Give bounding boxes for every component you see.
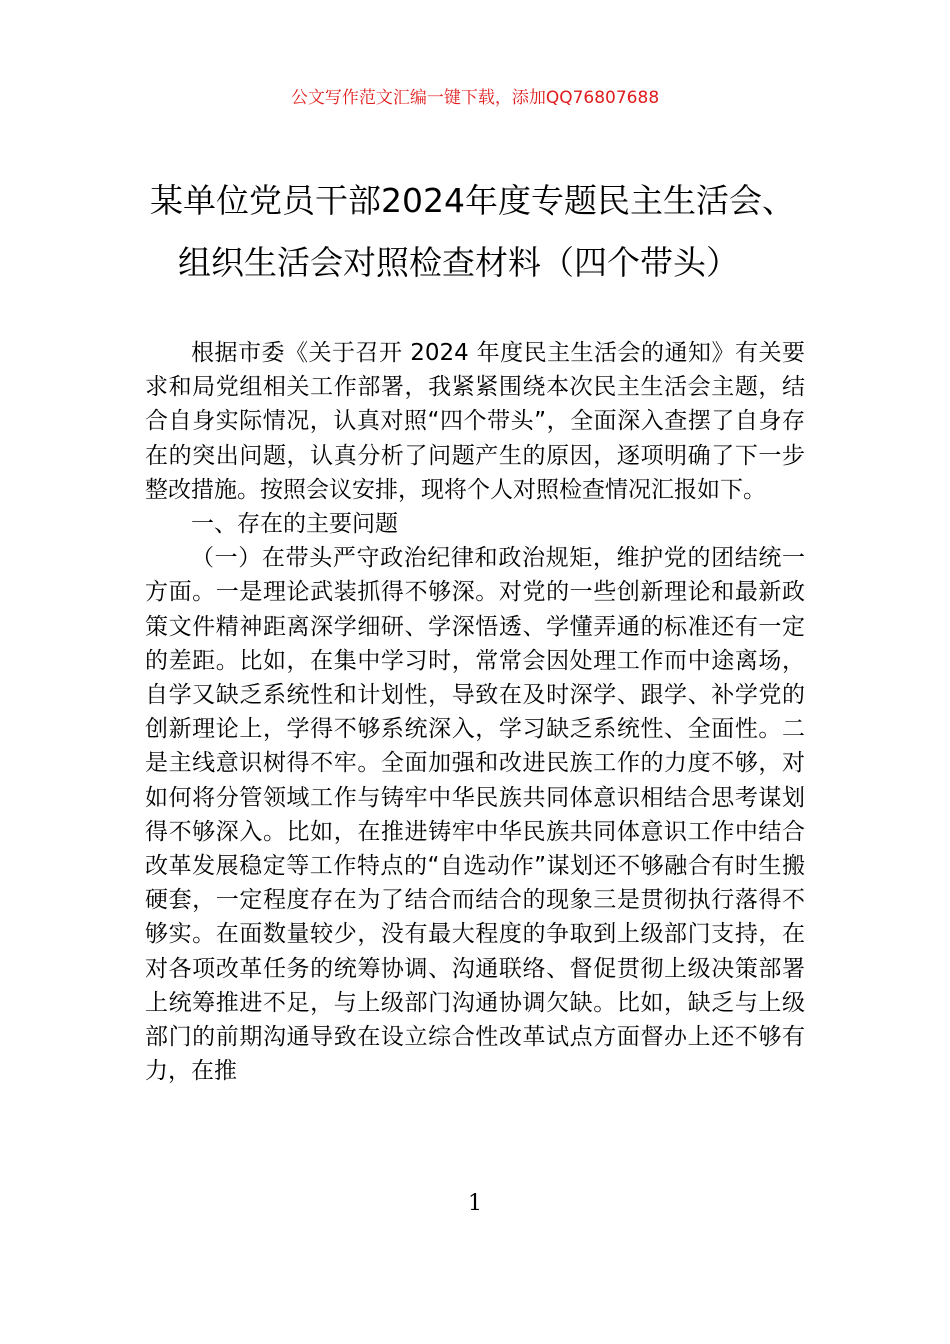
document-body: [145, 336, 805, 1088]
title-line-1: 某单位党员干部2024年度专题民主生活会、: [150, 181, 795, 220]
section-heading: 一、存在的主要问题: [191, 511, 398, 538]
title-line-2: 组织生活会对照检查材料（四个带头）: [178, 243, 739, 282]
section-paragraph: （一）在带头严守政治纪律和政治规矩，维护党的团结统一方面。一是理论武装抓得不够深。对党的一些创新理论和最新政策文件精神距离深学细研、学深悟透、学懂弄通的标准还有一定的差距。比如，在集中学习时，常常会因处理工作而中途离场，自学又缺乏系统性和计划性，导致在及时深学、跟学、补学党的创新理论上，学得不够系统深入，学习缺乏系统性、全面性。二是主线意识树得不牢。全面加强和改进民族工作的力度不够，对如何将分管领域工作与铸牢中华民族共同体意识相结合思考谋划得不够深入。比如，在推进铸牢中华民族共同体意识工作中结合改革发展稳定等工作特点的“自选动作”谋划还不够融合有时生搬硬套，一定程度存在为了结合而结合的现象三是贯彻执行落得不够实。在面数量较少，没有最大程度的争取到上级部门支持，在对各项改革任务的统筹协调、沟通联络、督促贯彻上级决策部署上统筹推进不足，与上级部门沟通协调欠缺。比如，缺乏与上级部门的前期沟通导致在设立综合性改革试点方面督办上还不够有力，在推: [145, 545, 805, 1085]
document-title: [120, 170, 830, 294]
intro-paragraph: 根据市委《关于召开 2024 年度民主生活会的通知》有关要求和局党组相关工作部署，我紧紧围绕本次民主生活会主题，结合自身实际情况，认真对照“四个带头”，全面深入查摆了自身存在的突出问题，认真分析了问题产生的原因，逐项明确了下一步整改措施。按照会议安排，现将个人对照检查情况汇报如下。: [145, 340, 805, 503]
page-number: 1: [468, 1191, 482, 1216]
header-note: 公文写作范文汇编一键下载，添加QQ76807688: [290, 88, 660, 108]
